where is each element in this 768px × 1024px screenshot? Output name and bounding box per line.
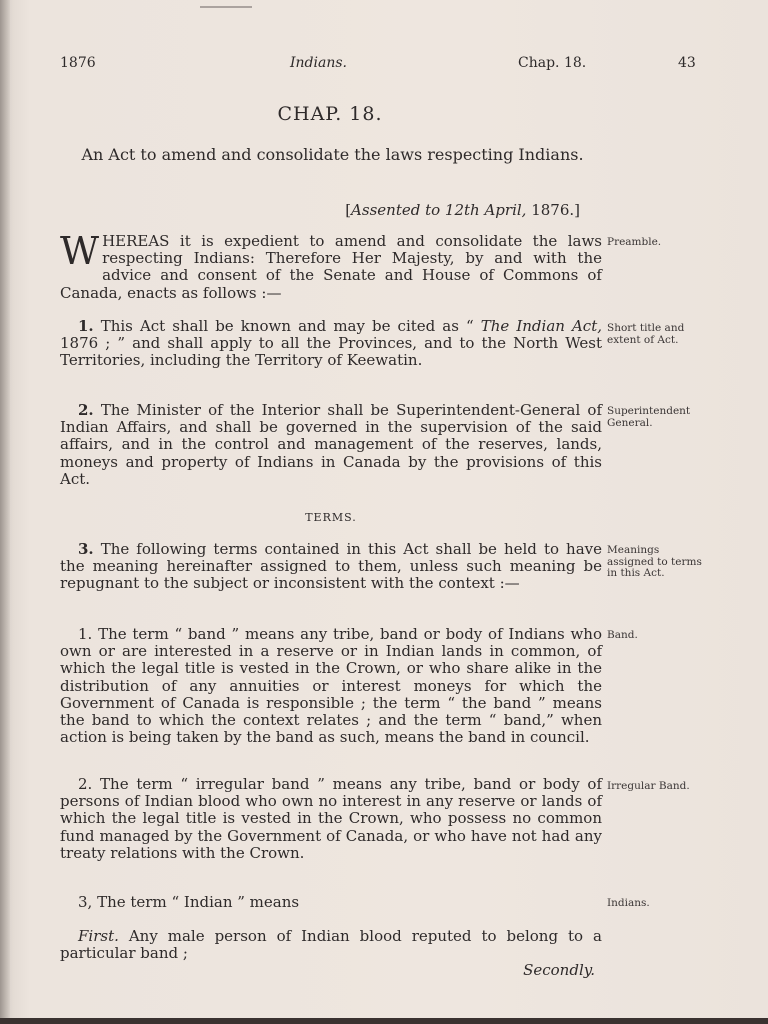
section-number: 1. <box>78 317 94 335</box>
header-page-number: 43 <box>678 55 696 71</box>
header-year: 1876 <box>60 55 96 71</box>
margin-note-preamble: Preamble. <box>607 236 662 248</box>
clause-first-label: First. <box>78 927 119 945</box>
term-indian <box>60 894 602 911</box>
act-title: An Act to amend and consolidate the laws respecting Indians. <box>81 145 584 164</box>
ink-mark <box>200 6 252 8</box>
terms-heading: TERMS. <box>305 511 357 524</box>
section-1-text-b: 1876 ; ” and shall apply to all the Provinces, and to the North West Territories, including the Territory of Keewatin. <box>60 334 602 370</box>
chapter-heading: CHAP. 18. <box>277 103 383 125</box>
header-subject: Indians. <box>290 55 347 71</box>
term-band-text: 1. The term “ band ” means any tribe, band or body of Indians who own or are interested in a reserve or in Indian lands in common, of which the legal title is vested in the Crown, or who share alike in the distribution of any annuities or interest moneys for which the Government of Canada is responsible ; the term “ the band ” means the band to which the context relates ; and the term “ band,” when action is being taken by the band as such, means the band in council. <box>60 625 602 747</box>
preamble-text: HEREAS it is expedient to amend and consolidate the laws respecting Indians: Therefore Her Majesty, by and with the advice and consent of the Senate and House of Commons of Canada, enacts as follows :— <box>60 232 602 302</box>
term-irregular-band <box>60 776 602 862</box>
clause-first-text: Any male person of Indian blood reputed to belong to a particular band ; <box>60 927 602 963</box>
clause-first <box>60 928 602 962</box>
margin-note-superintendent: Superintendent General. <box>607 405 691 429</box>
assent-open: [ <box>345 201 352 219</box>
section-1-act-name: The Indian Act, <box>480 317 603 335</box>
assent-year: 1876.] <box>526 201 580 219</box>
section-1-text-a: This Act shall be known and may be cited as “ <box>93 317 481 335</box>
term-indian-text: 3, The term “ Indian ” means <box>78 893 300 911</box>
margin-note-indians: Indians. <box>607 897 650 909</box>
section-2-text: The Minister of the Interior shall be Superintendent-General of Indian Affairs, and shall be governed in the supervision of the said affairs, and in the control and management of the reserves, lands, moneys and property of Indians in Canada by the provisions of this Act. <box>60 401 602 488</box>
margin-note-short-title: Short title and extent of Act. <box>607 322 685 346</box>
drop-cap: W <box>60 229 100 273</box>
section-3 <box>60 541 602 593</box>
assent-line <box>60 201 580 219</box>
margin-note-meanings: Meanings assigned to terms in this Act. <box>607 544 702 579</box>
section-number: 3. <box>78 540 94 558</box>
preamble-paragraph <box>60 229 602 302</box>
assent-label: Assented to 12th April, <box>351 201 527 219</box>
term-irregular-band-text: 2. The term “ irregular band ” means any tribe, band or body of persons of Indian blood who own no interest in any reserve or lands of which the legal title is vested in the Crown, who possess no common fund managed by the Government of Canada, or who have not had any treaty relations with the Crown. <box>60 775 602 862</box>
page-bottom-edge <box>0 1018 768 1024</box>
term-band <box>60 626 602 746</box>
header-chapter: Chap. 18. <box>518 55 587 71</box>
section-number: 2. <box>78 401 94 419</box>
catchword: Secondly. <box>523 961 595 979</box>
section-1 <box>60 318 602 370</box>
section-2 <box>60 402 602 488</box>
margin-note-irregular-band: Irregular Band. <box>607 780 690 792</box>
section-3-text: The following terms contained in this Act shall be held to have the meaning hereinafter assigned to them, unless such meaning be repugnant to the subject or inconsistent with the context :— <box>60 540 602 593</box>
margin-note-band: Band. <box>607 629 638 641</box>
book-gutter-shadow <box>0 0 10 1024</box>
running-header <box>60 55 700 75</box>
